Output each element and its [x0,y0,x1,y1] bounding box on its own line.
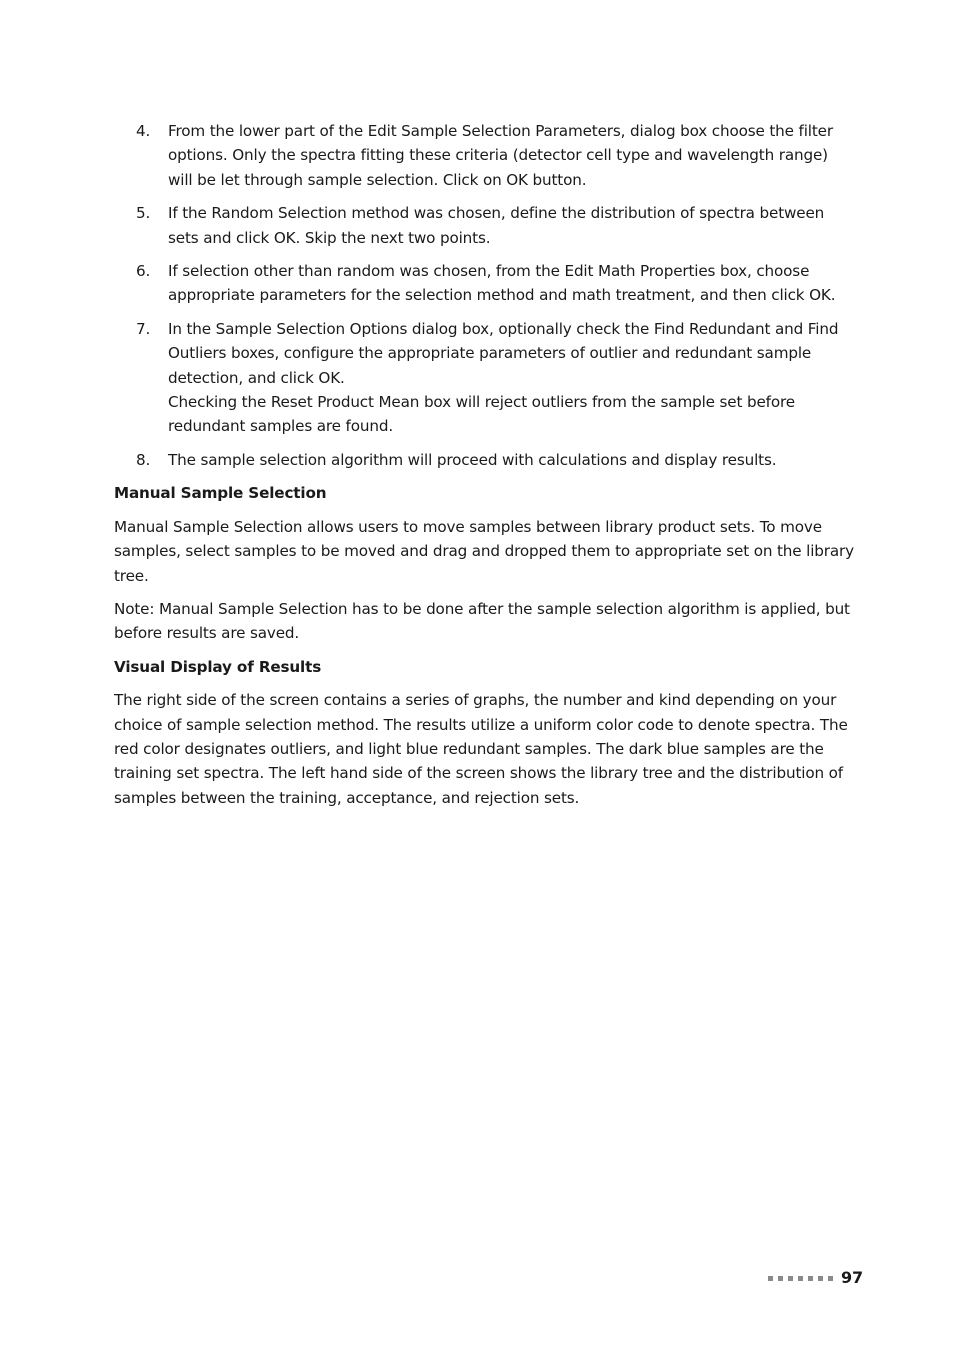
step-item [114,201,854,250]
step-number: 7. [136,319,151,338]
step-item [114,119,854,192]
footer-dots-decoration [768,1276,833,1281]
step-text: In the Sample Selection Options dialog box, optionally check the Find Redundant and Find Outliers boxes, configure the appropriate parameters of outlier and redundant sample detection, and click OK. [168,319,839,387]
page-content [114,119,854,819]
step-item [114,448,854,472]
step-item [114,259,854,308]
step-number: 6. [136,262,151,281]
procedure-steps [114,119,854,472]
step-text: If selection other than random was chosen, from the Edit Math Properties box, choose appropriate parameters for the selection method and math treatment, and then click OK. [168,262,836,305]
step-number: 5. [136,204,151,223]
step-number: 8. [136,450,151,469]
visual-paragraph: The right side of the screen contains a series of graphs, the number and kind depending on your choice of sample selection method. The results utilize a uniform color code to denote spectra. The red color designates outliers, and light blue redundant samples. The dark blue samples are the training set spectra. The left hand side of the screen shows the library tree and the distribution of samples between the training, acceptance, and rejection sets. [114,691,848,807]
step-text: From the lower part of the Edit Sample Selection Parameters, dialog box choose the filter options. Only the spectra fitting these criteria (detector cell type and wavelength range) will be let through sample selection. Click on OK button. [168,122,833,189]
page-number: 97 [841,1268,863,1287]
step-text: If the Random Selection method was chosen, define the distribution of spectra between sets and click OK. Skip the next two points. [168,204,825,247]
step-item [114,317,854,439]
page-footer [768,1266,863,1290]
manual-paragraph: Manual Sample Selection allows users to move samples between library product sets. To move samples, select samples to be moved and drag and dropped them to appropriate set on the library tree. [114,517,854,585]
step-number: 4. [136,122,151,140]
step-text: The sample selection algorithm will proceed with calculations and display results. [168,450,777,469]
step-note: Checking the Reset Product Mean box will reject outliers from the sample set before redundant samples are found. [168,393,795,436]
section-heading-manual: Manual Sample Selection [114,484,327,503]
section-heading-visual: Visual Display of Results [114,657,322,676]
manual-note: Note: Manual Sample Selection has to be done after the sample selection algorithm is applied, but before results are saved. [114,599,850,643]
